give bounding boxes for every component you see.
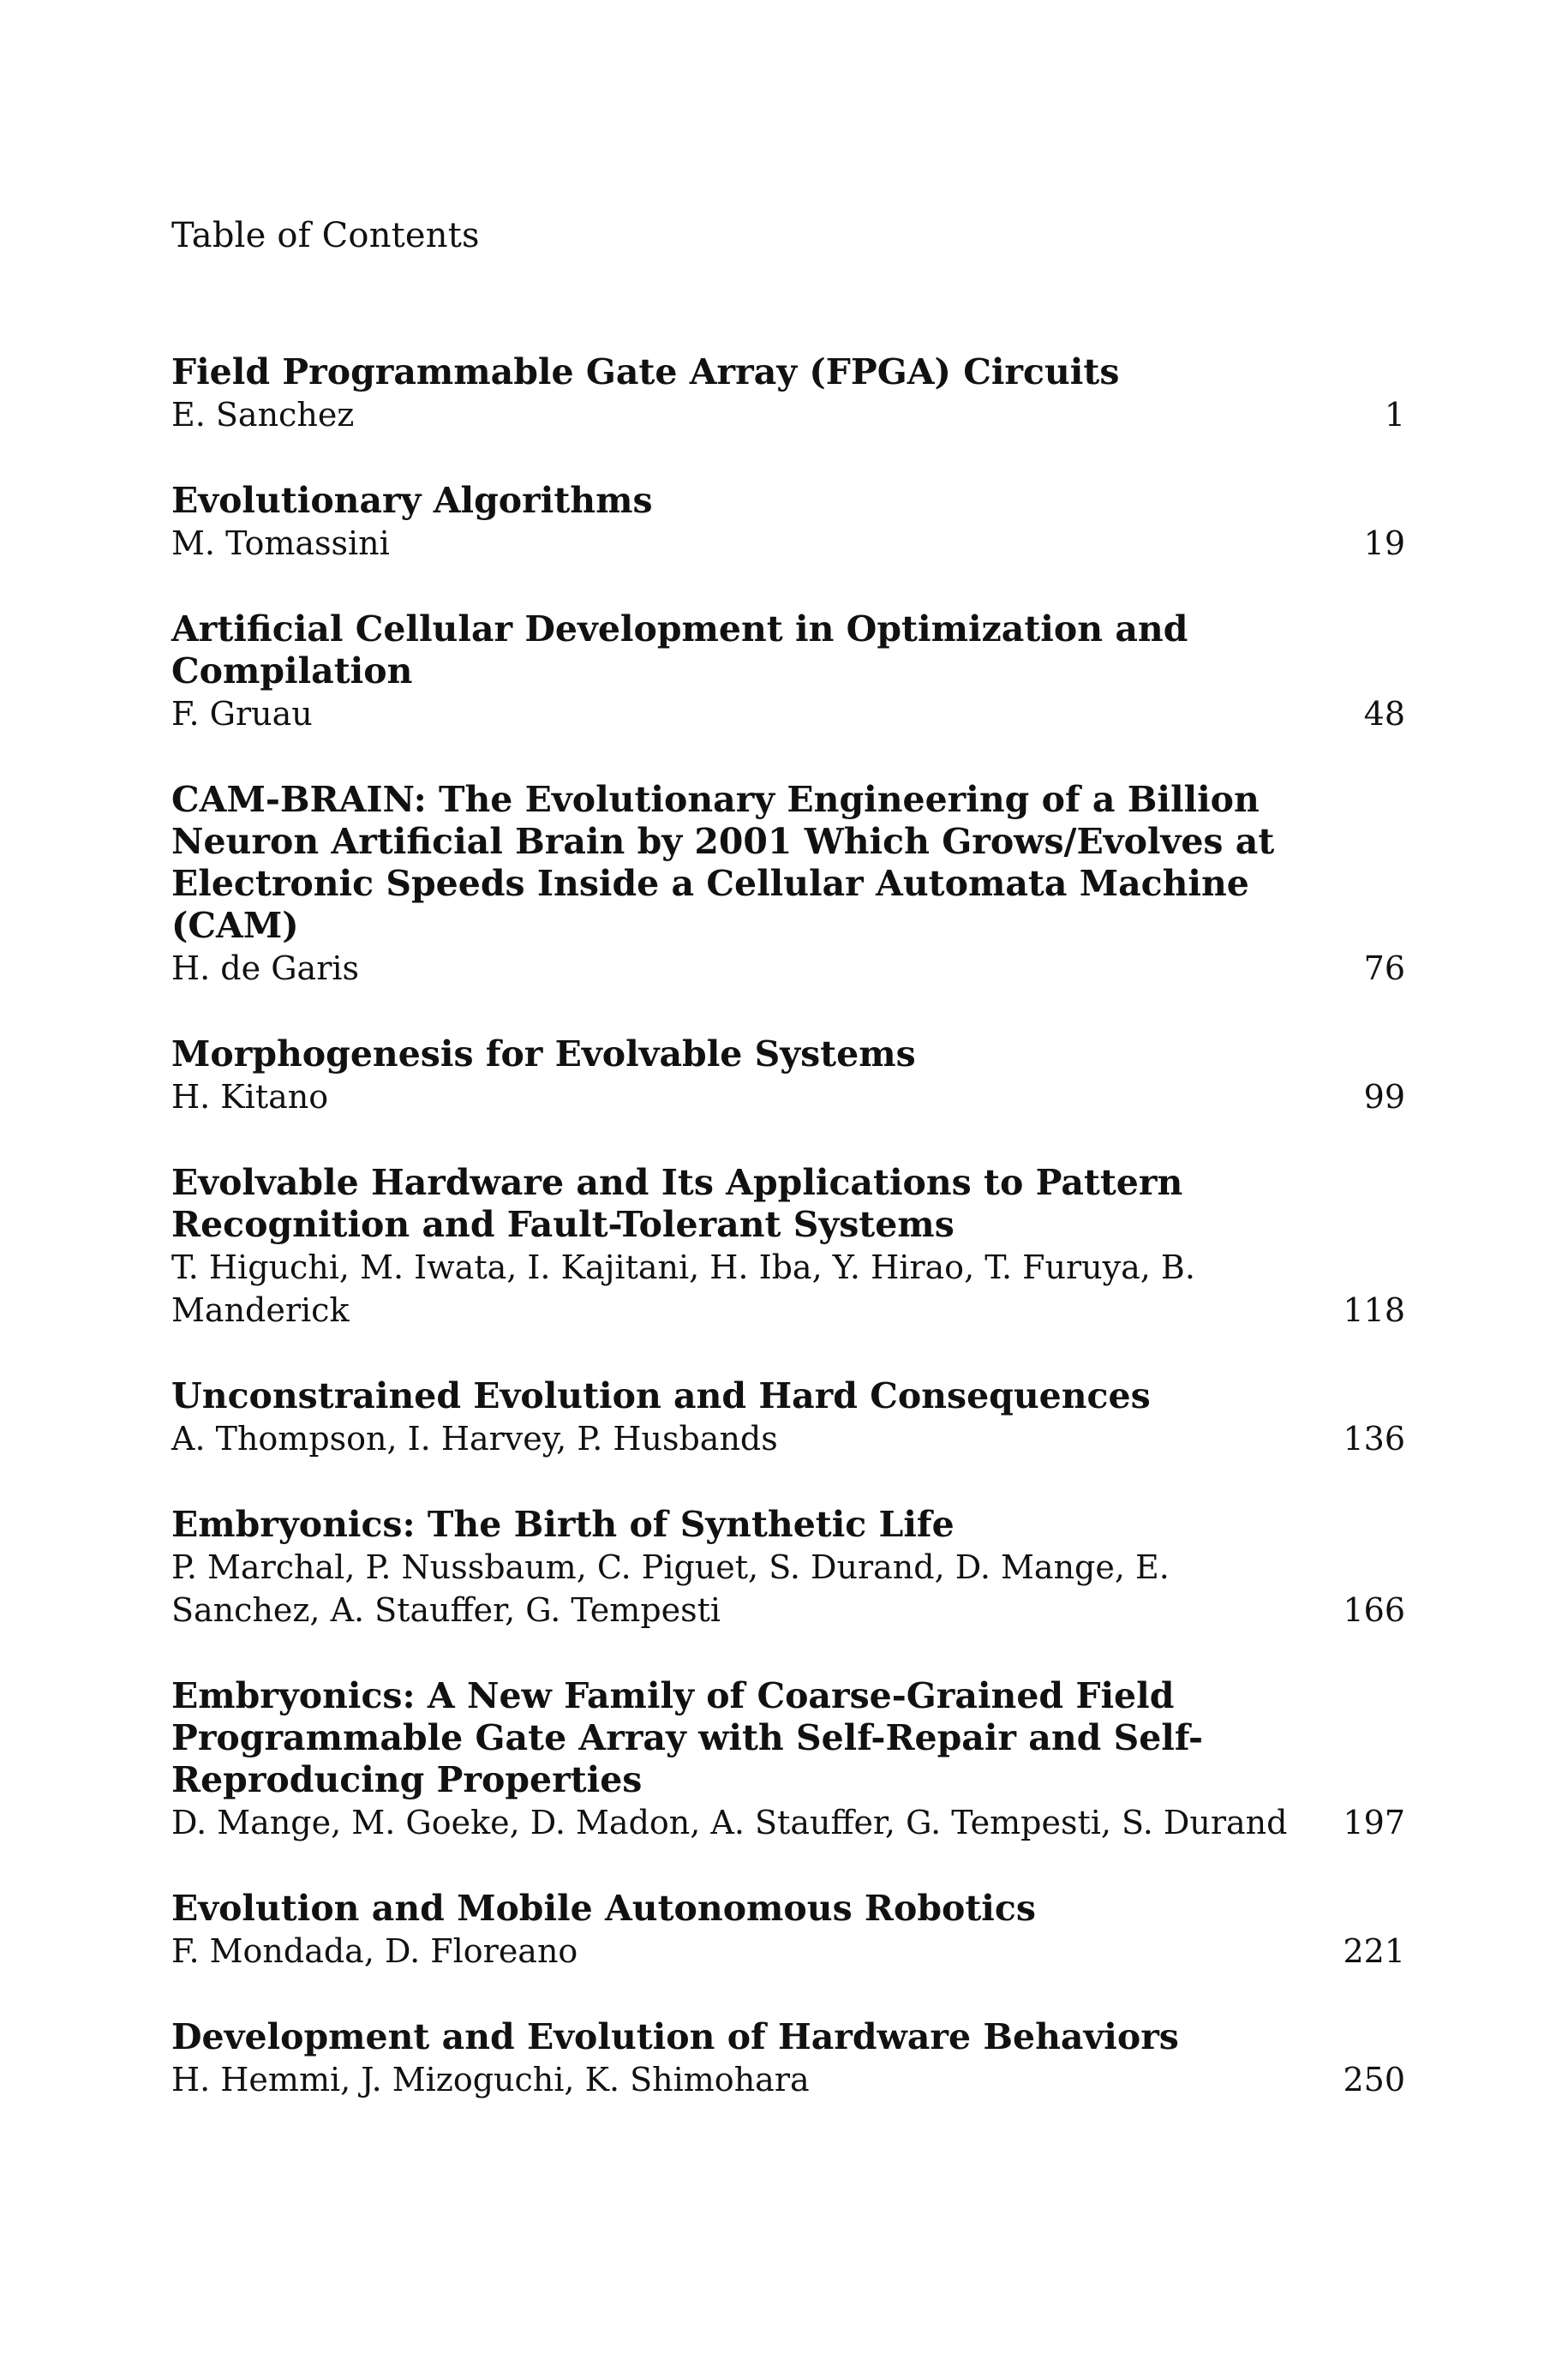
- toc-entry: [171, 1504, 1405, 1632]
- entry-page-number: 118: [1343, 1291, 1405, 1329]
- entry-byline: [171, 692, 1405, 735]
- entry-page-number: 48: [1363, 695, 1405, 733]
- toc-list: [171, 351, 1405, 2145]
- entry-title: Artificial Cellular Development in Optimization and Compilation: [171, 608, 1188, 692]
- entry-title: Evolution and Mobile Autonomous Robotics: [171, 1888, 1036, 1929]
- entry-byline: [171, 393, 1405, 436]
- entry-title: Development and Evolution of Hardware Behaviors: [171, 2016, 1179, 2057]
- entry-authors: E. Sanchez: [171, 396, 355, 434]
- entry-byline: [171, 1546, 1405, 1632]
- entry-authors: F. Gruau: [171, 695, 313, 733]
- entry-page-number: 197: [1343, 1804, 1405, 1841]
- entry-byline: [171, 1417, 1405, 1460]
- toc-entry: [171, 351, 1405, 436]
- entry-authors: T. Higuchi, M. Iwata, I. Kajitani, H. Iba, Y. Hirao, T. Furuya, B. Manderick: [171, 1248, 1195, 1329]
- entry-page-number: 221: [1343, 1932, 1405, 1970]
- entry-title: Embryonics: The Birth of Synthetic Life: [171, 1504, 955, 1545]
- entry-authors: F. Mondada, D. Floreano: [171, 1932, 578, 1970]
- entry-byline: [171, 1930, 1405, 1973]
- toc-entry: [171, 779, 1405, 990]
- entry-page-number: 1: [1384, 396, 1405, 434]
- entry-page-number: 99: [1363, 1078, 1405, 1116]
- toc-entry: [171, 608, 1405, 735]
- entry-title: Field Programmable Gate Array (FPGA) Circuits: [171, 351, 1120, 392]
- entry-title: Evolvable Hardware and Its Applications to Pattern Recognition and Fault-Tolerant Systems: [171, 1162, 1183, 1245]
- entry-page-number: 250: [1343, 2061, 1405, 2099]
- entry-title: Morphogenesis for Evolvable Systems: [171, 1033, 916, 1075]
- entry-byline: [171, 1075, 1405, 1118]
- toc-entry: [171, 1675, 1405, 1844]
- entry-byline: [171, 522, 1405, 565]
- entry-byline: [171, 1801, 1405, 1844]
- entry-title: Embryonics: A New Family of Coarse-Grained Field Programmable Gate Array with Self-Repair and Self-Reproducing Properties: [171, 1675, 1204, 1800]
- entry-byline: [171, 2058, 1405, 2101]
- entry-authors: H. Kitano: [171, 1078, 329, 1116]
- entry-authors: A. Thompson, I. Harvey, P. Husbands: [171, 1420, 778, 1458]
- entry-page-number: 19: [1363, 524, 1405, 562]
- toc-entry: [171, 1033, 1405, 1118]
- entry-authors: P. Marchal, P. Nussbaum, C. Piguet, S. Durand, D. Mange, E. Sanchez, A. Stauffer, G. Tempesti: [171, 1548, 1170, 1629]
- entry-authors: M. Tomassini: [171, 524, 390, 562]
- entry-byline: [171, 947, 1405, 990]
- toc-entry: [171, 1375, 1405, 1460]
- toc-entry: [171, 2016, 1405, 2101]
- toc-entry: [171, 1888, 1405, 1973]
- entry-authors: H. de Garis: [171, 949, 360, 987]
- page-title: Table of Contents: [171, 216, 480, 255]
- entry-title: Unconstrained Evolution and Hard Consequences: [171, 1375, 1151, 1416]
- entry-page-number: 166: [1343, 1591, 1405, 1629]
- entry-title: CAM-BRAIN: The Evolutionary Engineering of a Billion Neuron Artificial Brain by 2001 Which Grows/Evolves at Electronic Speeds Inside a Cellular Automata Machine (CAM): [171, 779, 1275, 946]
- toc-entry: [171, 1162, 1405, 1332]
- entry-authors: D. Mange, M. Goeke, D. Madon, A. Stauffer, G. Tempesti, S. Durand: [171, 1804, 1288, 1841]
- toc-entry: [171, 480, 1405, 565]
- entry-authors: H. Hemmi, J. Mizoguchi, K. Shimohara: [171, 2061, 810, 2099]
- entry-title: Evolutionary Algorithms: [171, 480, 653, 521]
- entry-page-number: 136: [1343, 1420, 1405, 1458]
- entry-page-number: 76: [1363, 949, 1405, 987]
- entry-byline: [171, 1246, 1405, 1332]
